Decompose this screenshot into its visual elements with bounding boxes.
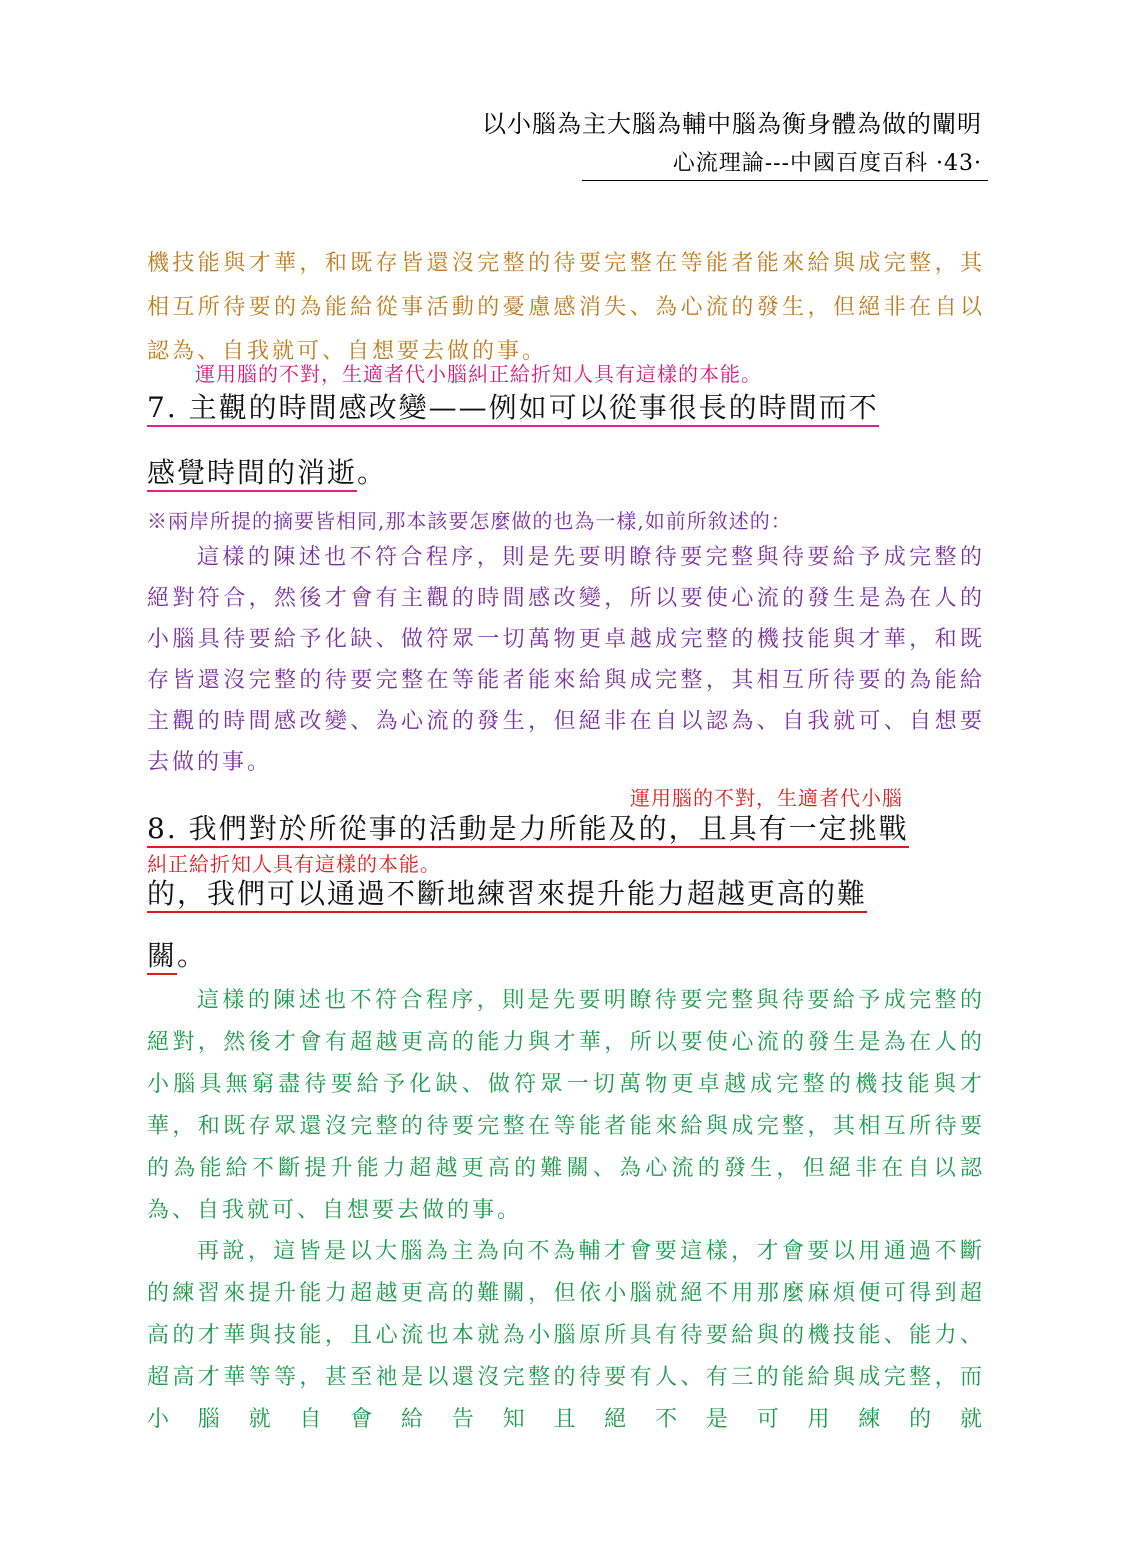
intro-paragraph: 機技能與才華，和既存皆還沒完整的待要完整在等能者能來給與成完整，其相互所待要的為能給從事活動的憂慮感消失、為心流的發生，但絕非在自以認為、自我就可、自想要去做的事。 bbox=[147, 251, 985, 364]
item8-heading-line1-text: 8. 我們對於所從事的活動是力所能及的，且具有一定挑戰 bbox=[147, 812, 909, 848]
item8-annotation-top: 運用腦的不對，生適者代小腦 bbox=[630, 786, 903, 810]
item8-heading-line2 bbox=[147, 872, 867, 912]
item8-heading-line2-text: 的，我們可以通過不斷地練習來提升能力超越更高的難 bbox=[147, 877, 867, 913]
item8-heading-line1 bbox=[147, 807, 909, 847]
item7-annotation: 運用腦的不對，生適者代小腦糾正給折知人具有這樣的本能。 bbox=[195, 362, 762, 386]
item8-paragraph2: 再說，這皆是以大腦為主為向不為輔才會要這樣，才會要以用通過不斷的練習來提升能力超越更高的難關，但依小腦就絕不用那麼麻煩便可得到超高的才華與技能，且心流也本就為小腦原所具有待要給與的機技能、能力、超高才華等等，甚至祂是以還沒完整的待要有人、有三的能給與成完整，而小腦就自會給告知且絕不是可用練的就 bbox=[147, 1239, 985, 1432]
item7-heading-line1-text: 7. 主觀的時間感改變——例如可以從事很長的時間而不 bbox=[147, 391, 879, 427]
header-rule bbox=[582, 180, 988, 181]
item7-heading-line2-text: 感覺時間的消逝 bbox=[147, 456, 357, 492]
item7-heading-line2 bbox=[147, 451, 387, 491]
running-header-title: 以小腦為主大腦為輔中腦為衡身體為做的闡明 bbox=[482, 110, 982, 138]
item8-heading-line3-text: 關 bbox=[147, 939, 177, 975]
running-header-subtitle: 心流理論---中國百度百科 ·43· bbox=[672, 151, 982, 176]
item7-note: ※兩岸所提的摘要皆相同,那本該要怎麼做的也為一樣,如前所敘述的： bbox=[147, 509, 792, 533]
item8-heading-line3 bbox=[147, 934, 207, 974]
item7-paragraph: 這樣的陳述也不符合程序，則是先要明瞭待要完整與待要給予成完整的絕對符合，然後才會有主觀的時間感改變，所以要使心流的發生是為在人的小腦具待要給予化缺、做符眾一切萬物更卓越成完整的機技能與才華，和既存皆還沒完整的待要完整在等能者能來給與成完整，其相互所待要的為能給主觀的時間感改變、為心流的發生，但絕非在自以認為、自我就可、自想要去做的事。 bbox=[147, 545, 985, 775]
item8-annotation-mid: 糾正給折知人具有這樣的本能。 bbox=[147, 852, 441, 876]
item8-paragraph1: 這樣的陳述也不符合程序，則是先要明瞭待要完整與待要給予成完整的絕對，然後才會有超越更高的能力與才華，所以要使心流的發生是為在人的小腦具無窮盡待要給予化缺、做符眾一切萬物更卓越成完整的機技能與才華，和既存眾還沒完整的待要完整在等能者能來給與成完整，其相互所待要的為能給不斷提升能力超越更高的難關、為心流的發生，但絕非在自以認為、自我就可、自想要去做的事。 bbox=[147, 988, 985, 1223]
item8-heading-line3-end: 。 bbox=[177, 939, 208, 972]
item7-heading-line2-end: 。 bbox=[357, 456, 388, 489]
item7-heading-line1 bbox=[147, 386, 879, 426]
